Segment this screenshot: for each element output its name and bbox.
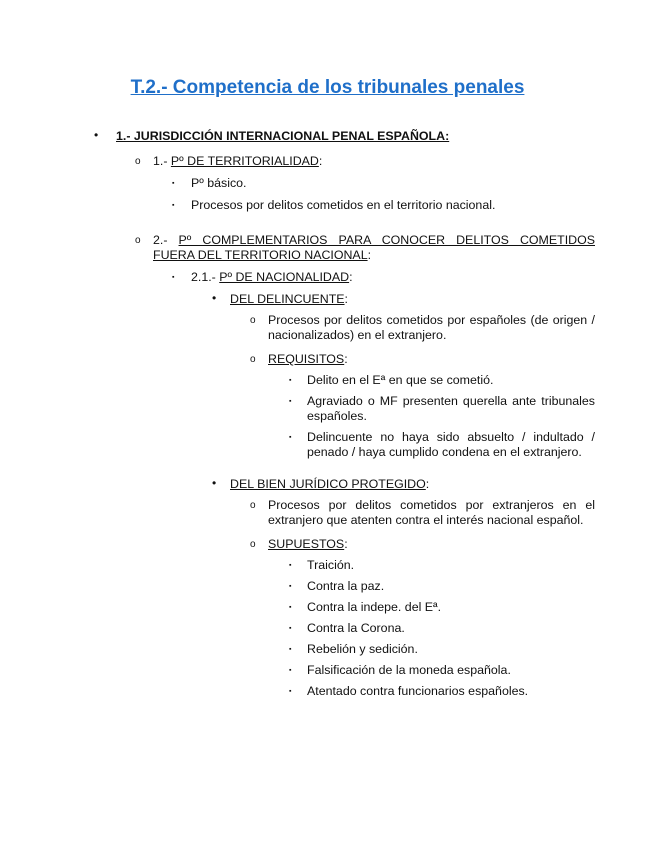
supuesto-item: Contra la paz. [307, 579, 385, 593]
supuesto-item: Falsificación de la moneda española. [307, 663, 511, 677]
nacionalidad-heading [191, 270, 353, 285]
bullet-square: ▪ [289, 434, 292, 441]
bullet-square: ▪ [289, 377, 292, 384]
complementarios-heading-line1 [153, 233, 595, 248]
bullet-square: ▪ [289, 604, 292, 611]
heading-number: 1.- [153, 154, 171, 168]
complementarios-heading-line2 [153, 248, 371, 263]
territorialidad-heading [153, 154, 322, 169]
requisito-item: Delincuente no haya sido absuelto / indultado / penado / haya cumplido condena en el extranjero. [307, 430, 595, 459]
supuesto-item: Contra la indepe. del Eª. [307, 600, 442, 614]
bullet-square: ▪ [289, 625, 292, 632]
delincuente-heading [230, 292, 348, 307]
heading-label: Pº DE TERRITORIALIDAD [170, 154, 319, 168]
requisito-item: Agraviado o MF presenten querella ante tribunales españoles. [307, 394, 595, 423]
heading-colon: : [318, 154, 323, 168]
heading-colon: : [344, 292, 348, 306]
bullet-square: ▪ [172, 274, 175, 281]
requisitos-heading [268, 352, 348, 367]
heading-label: Pº COMPLEMENTARIOS PARA CONOCER DELITOS COMETIDOS [178, 233, 595, 247]
supuesto-item: Atentado contra funcionarios españoles. [307, 684, 529, 698]
section-heading: 1.- JURISDICCIÓN INTERNACIONAL PENAL ESPAÑOLA: [116, 129, 450, 143]
requisito-item: Delito en el Eª en que se cometió. [307, 373, 494, 387]
bullet-disc: • [212, 291, 217, 305]
bullet-circle: o [250, 354, 256, 365]
bullet-square: ▪ [289, 688, 292, 695]
supuesto-item: Rebelión y sedición. [307, 642, 418, 656]
bullet-square: ▪ [289, 583, 292, 590]
bullet-square: ▪ [289, 646, 292, 653]
heading-number: 2.- [153, 233, 179, 247]
heading-number: 2.1.- [191, 270, 220, 284]
document-title: T.2.- Competencia de los tribunales penales [130, 77, 525, 98]
bullet-disc: • [212, 476, 217, 490]
bullet-circle: o [250, 500, 256, 511]
heading-label: SUPUESTOS [268, 537, 345, 551]
bullet-square: ▪ [289, 562, 292, 569]
heading-colon: : [344, 352, 348, 366]
bullet-disc: • [94, 128, 99, 142]
heading-colon: : [349, 270, 353, 284]
list-item: Pº básico. [191, 176, 247, 190]
heading-colon: : [344, 537, 348, 551]
heading-label: REQUISITOS [268, 352, 345, 366]
bien-juridico-heading [230, 477, 429, 492]
bullet-circle: o [250, 539, 256, 550]
bien-juridico-description: Procesos por delitos cometidos por extranjeros en el extranjero que atenten contra el interés nacional español. [268, 498, 595, 527]
heading-label: DEL BIEN JURÍDICO PROTEGIDO [230, 477, 426, 491]
bullet-circle: o [250, 315, 256, 326]
bullet-square: ▪ [289, 667, 292, 674]
bullet-circle: o [135, 156, 141, 167]
heading-label: DEL DELINCUENTE [230, 292, 345, 306]
heading-colon: : [367, 248, 372, 262]
bullet-square: ▪ [172, 202, 175, 209]
heading-label: FUERA DEL TERRITORIO NACIONAL [153, 248, 368, 262]
list-item: Procesos por delitos cometidos en el territorio nacional. [191, 198, 496, 212]
bullet-square: ▪ [172, 180, 175, 187]
delincuente-description: Procesos por delitos cometidos por españoles (de origen / nacionalizados) en el extranjero. [268, 313, 595, 342]
bullet-circle: o [135, 235, 141, 246]
supuesto-item: Traición. [307, 558, 355, 572]
supuesto-item: Contra la Corona. [307, 621, 405, 635]
supuestos-heading [268, 537, 348, 552]
heading-label: Pº DE NACIONALIDAD [219, 270, 350, 284]
heading-colon: : [425, 477, 430, 491]
bullet-square: ▪ [289, 398, 292, 405]
